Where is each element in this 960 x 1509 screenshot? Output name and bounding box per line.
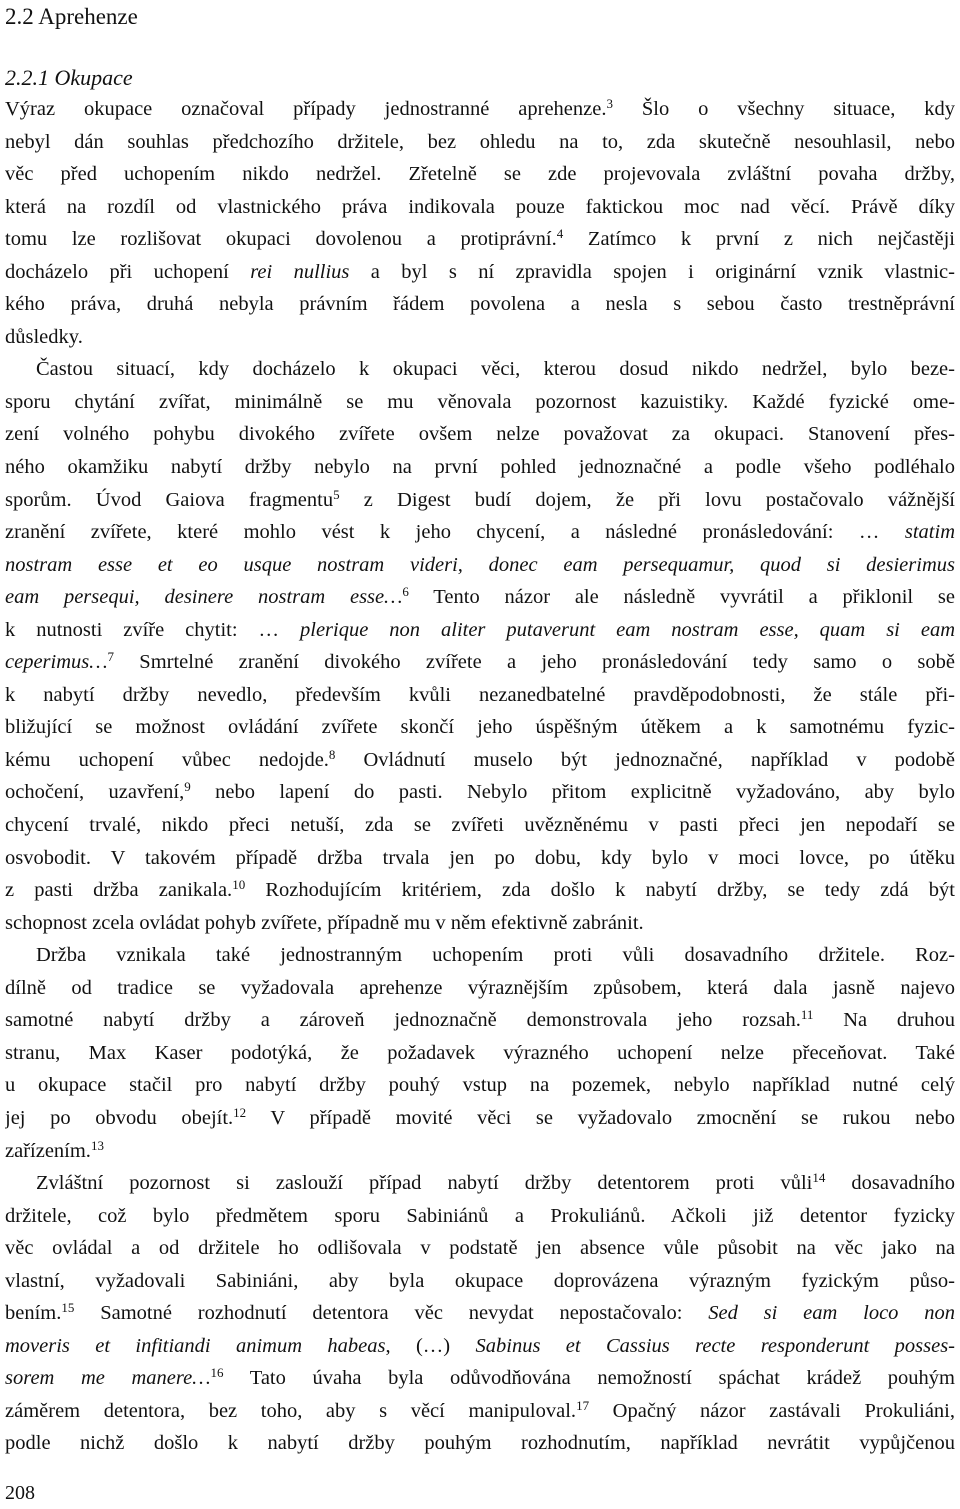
text-run: u okupace stačil pro nabytí držby pouhý vstup na pozemek, nebylo například nutné celý: [5, 1074, 955, 1097]
text-run: Tato úvaha byla odůvodňována nemožností spáchat krádež pouhým: [223, 1367, 955, 1390]
text-run: Zvláštní pozornost si zaslouží případ nabytí držby detentorem proti vůli: [36, 1172, 813, 1195]
text-line: [5, 451, 955, 484]
footnote-marker: 9: [184, 779, 191, 795]
text-line: [5, 1297, 955, 1330]
text-line: [5, 614, 955, 647]
page-number: 208: [5, 1482, 35, 1504]
latin-quote: rei nullius: [250, 260, 350, 283]
text-run: záměrem detentora, bez toho, aby s věcí manipuloval.: [5, 1399, 577, 1422]
text-run: zení volného pohybu divokého zvířete ovšem nelze považovat za okupaci. Stanovení přes-: [5, 423, 955, 446]
text-run: docházelo při uchopení: [5, 260, 251, 283]
text-run: sporům. Úvod Gaiova fragmentu: [5, 488, 334, 511]
body-text: [5, 93, 955, 1460]
latin-quote: Sed si eam loco non: [708, 1302, 955, 1325]
footnote-marker: 8: [328, 746, 336, 762]
latin-quote: sorem me manere…: [5, 1367, 211, 1390]
latin-quote: eam persequi, desinere nostram esse…: [5, 586, 403, 609]
text-run: osvobodit. V takovém případě držba trvala jen po dobu, kdy bylo v moci lovce, po útěku: [5, 846, 955, 869]
text-line: [5, 418, 955, 451]
text-line: [5, 1004, 955, 1037]
text-line: [5, 744, 955, 777]
paragraph: [5, 1167, 955, 1460]
text-run: Zatímco k první z nich nejčastěji: [563, 228, 955, 251]
text-line: [5, 288, 955, 321]
latin-quote: ceperimus…: [5, 651, 108, 674]
text-run: věc ovládal a od držitele ho odlišovala v podstatě jen absence vůle působit na věc jako na: [5, 1237, 955, 1260]
subsection-heading: 2.2.1 Okupace: [5, 65, 133, 90]
text-run: bližující se možnost ovládání zvířete skončí jeho úspěšným útěkem a k samotnému fyzic-: [5, 716, 955, 739]
text-line: [5, 549, 955, 582]
text-run: dosavadního: [825, 1172, 955, 1195]
text-run: nebo lapení do pasti. Nebylo přitom explicitně vyžadováno, aby bylo: [190, 781, 955, 804]
text-run: zranění zvířete, které mohlo vést k jeho chycení, a následné pronásledování: …: [5, 521, 905, 544]
text-run: která na rozdíl od vlastnického práva indikovala pouze faktickou moc nad věcí. Právě díky: [5, 195, 955, 218]
text-line: [5, 1135, 955, 1168]
text-run: Opačný názor zastávali Prokuliáni,: [589, 1399, 955, 1422]
text-run: , (…): [385, 1334, 476, 1357]
text-line: [5, 126, 955, 159]
text-line: [5, 93, 955, 126]
latin-quote: plerique non aliter putaverunt eam nostram esse, quam si eam: [300, 618, 955, 641]
text-line: [5, 1232, 955, 1265]
text-line: [5, 1362, 955, 1395]
text-line: [5, 321, 955, 354]
text-line: [5, 939, 955, 972]
text-run: bením.: [5, 1302, 62, 1325]
latin-quote: nostram esse et eo usque nostram videri, donec eam persequamur, quod si desierimus: [5, 553, 955, 576]
text-line: [5, 842, 955, 875]
text-run: Častou situací, kdy docházelo k okupaci věci, kterou dosud nikdo nedržel, bylo beze-: [36, 358, 955, 381]
text-run: důsledky.: [5, 325, 83, 348]
text-run: Šlo o všechny situace, kdy: [612, 98, 955, 120]
footnote-marker: 14: [812, 1169, 826, 1185]
text-line: [5, 386, 955, 419]
text-line: [5, 1102, 955, 1135]
text-run: tomu lze rozlišovat okupaci dovolenou a protiprávní.: [5, 228, 557, 251]
text-run: V případě movité věci se vyžadovalo zmocnění se rukou nebo: [246, 1106, 955, 1129]
footnote-marker: 10: [232, 876, 246, 892]
text-run: věc před uchopením nikdo nedržel. Zřetelně se zde projevovala zvláštní povaha držby,: [5, 163, 955, 186]
text-run: chycení trvalé, nikdo přeci netuší, zda se zvířeti uvězněnému v pasti přeci jen nepodaří se: [5, 814, 955, 837]
text-line: [5, 581, 955, 614]
text-run: Samotné rozhodnutí detentora věc nevydat nepostačovalo:: [74, 1302, 709, 1325]
footnote-marker: 5: [333, 486, 340, 502]
footnote-marker: 4: [556, 226, 564, 242]
text-line: [5, 646, 955, 679]
text-run: Držba vznikala také jednostranným uchopením proti vůli dosavadního držitele. Roz-: [36, 944, 955, 967]
text-run: schopnost zcela ovládat pohyb zvířete, případně mu v něm efektivně zabránit.: [5, 911, 644, 934]
paragraph: [5, 353, 955, 939]
text-line: [5, 158, 955, 191]
text-run: nebyl dán souhlas předchozího držitele, bez ohledu na to, zda skutečně nesouhlasil, nebo: [5, 130, 955, 153]
text-run: Smrtelné zranění divokého zvířete a jeho pronásledování tedy samo o sobě: [113, 651, 955, 674]
footnote-marker: 3: [606, 95, 613, 111]
text-line: [5, 809, 955, 842]
footnote-marker: 12: [233, 1104, 247, 1120]
text-run: z Digest budí dojem, že při lovu postačovalo vážnější: [339, 488, 955, 511]
latin-quote: moveris et infitiandi animum habeas: [5, 1334, 386, 1357]
latin-quote: statim: [904, 521, 955, 544]
text-line: [5, 1330, 955, 1363]
paragraph: [5, 93, 955, 353]
text-run: vlastní, vyžadovali Sabiniáni, aby byla okupace doprovázena výrazným fyzickým půso-: [5, 1269, 955, 1292]
text-run: k nutnosti zvíře chytit: …: [5, 618, 300, 641]
footnote-marker: 16: [210, 1365, 224, 1381]
text-line: [5, 972, 955, 1005]
text-line: [5, 484, 955, 517]
text-run: kému uchopení vůbec nedojde.: [5, 748, 329, 771]
text-run: z pasti držba zanikala.: [5, 879, 233, 902]
text-run: Výraz okupace označoval případy jednostranné aprehenze.: [5, 98, 607, 120]
footnote-marker: 11: [800, 1007, 814, 1023]
text-run: Na druhou: [813, 1009, 955, 1032]
footnote-marker: 17: [576, 1397, 590, 1413]
footnote-marker: 13: [90, 1137, 104, 1153]
text-run: k nabytí držby nevedlo, především kvůli nezanedbatelné pravděpodobnosti, že stále při-: [5, 683, 955, 706]
text-line: [5, 1167, 955, 1200]
text-line: [5, 1395, 955, 1428]
text-run: Rozhodujícím kritériem, zda došlo k nabytí držby, se tedy zdá být: [245, 879, 955, 902]
text-run: Tento názor ale následně vyvrátil a přiklonil se: [408, 586, 955, 609]
text-line: [5, 874, 955, 907]
text-run: držitele, což bylo předmětem sporu Sabiniánů a Prokuliánů. Ačkoli již detentor fyzicky: [5, 1204, 955, 1227]
text-run: Ovládnutí muselo být jednoznačné, například v podobě: [335, 748, 955, 771]
text-line: [5, 1200, 955, 1233]
footnote-marker: 6: [402, 584, 409, 600]
text-run: samotné nabytí držby a zároveň jednoznačně demonstrovala jeho rozsah.: [5, 1009, 801, 1032]
text-run: a byl s ní zpravidla spojen i originární vznik vlastnic-: [349, 260, 955, 283]
paragraph: [5, 939, 955, 1167]
section-heading: 2.2 Aprehenze: [5, 4, 138, 29]
text-line: [5, 711, 955, 744]
latin-quote: Sabinus et Cassius recte responderunt posses-: [475, 1334, 955, 1357]
text-run: ného okamžiku nabytí držby nebylo na první pohled jednoznačné a podle všeho podléhalo: [5, 456, 955, 479]
text-run: kého práva, druhá nebyla právním řádem povolena a nesla s sebou často trestněprávní: [5, 293, 955, 316]
text-run: jej po obvodu obejít.: [5, 1106, 234, 1129]
footnote-marker: 7: [107, 649, 114, 665]
text-line: [5, 679, 955, 712]
text-line: [5, 223, 955, 256]
text-run: sporu chytání zvířat, minimálně se mu věnovala pozornost kazuistiky. Každé fyzické ome-: [5, 390, 955, 413]
text-line: [5, 516, 955, 549]
text-line: [5, 353, 955, 386]
document-page: [5, 0, 955, 1509]
text-line: [5, 191, 955, 224]
footnote-marker: 15: [61, 1300, 75, 1316]
text-line: [5, 1265, 955, 1298]
text-line: [5, 256, 955, 289]
text-line: [5, 1037, 955, 1070]
text-line: [5, 1069, 955, 1102]
text-run: dílně od tradice se vyžadovala aprehenze výraznějším způsobem, která dala jasně najevo: [5, 976, 955, 999]
text-run: ochočení, uzavření,: [5, 781, 185, 804]
text-line: [5, 1427, 955, 1460]
text-line: [5, 776, 955, 809]
text-run: zařízením.: [5, 1139, 91, 1162]
text-run: stranu, Max Kaser podotýká, že požadavek výrazného uchopení nelze přeceňovat. Také: [5, 1041, 955, 1064]
text-run: podle nichž došlo k nabytí držby pouhým rozhodnutím, například nevrátit vypůjčenou: [5, 1432, 955, 1455]
text-line: [5, 907, 955, 940]
